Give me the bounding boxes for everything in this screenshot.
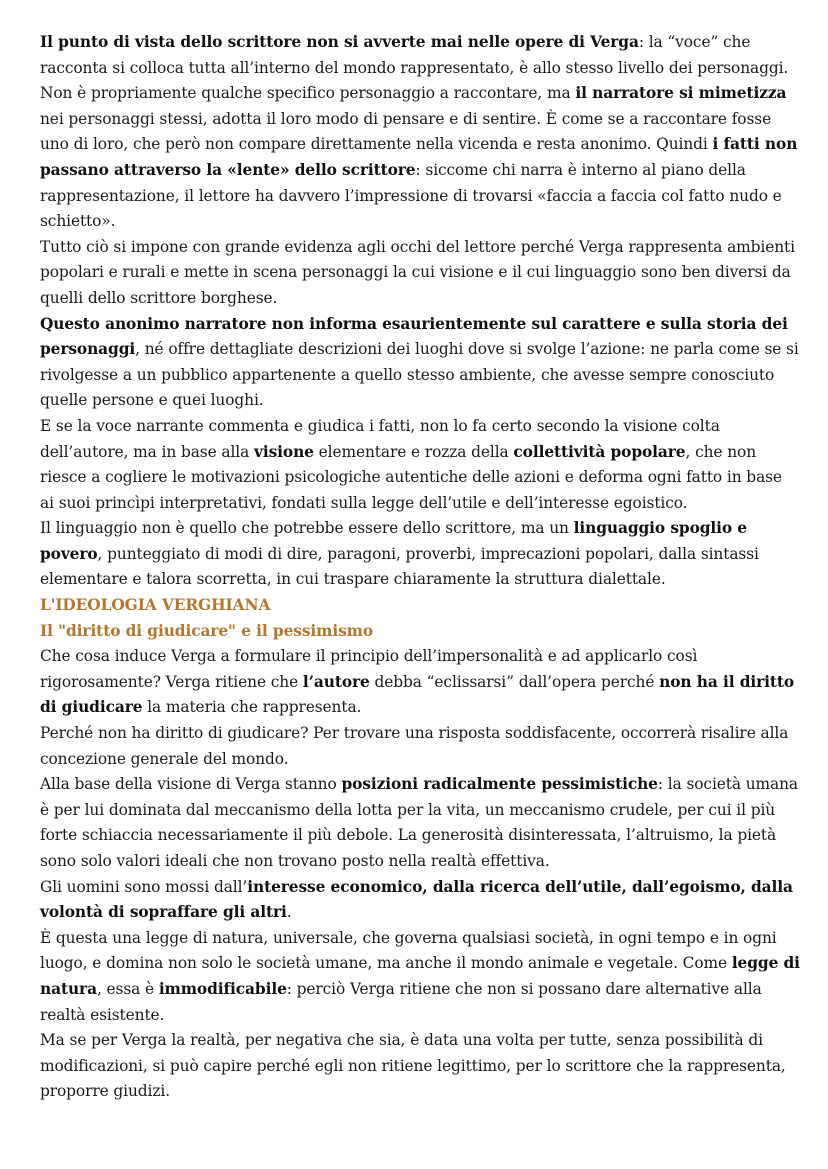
text-run: : la società umana è per lui dominata dal meccanismo della lotta per la vita, un meccanismo crudele, per cui il più forte schiaccia necessariamente il più debole. La generosità disinteressata, l’altruismo, la pietà sono solo valori ideali che non trovano posto nella realtà effettiva.: [40, 775, 798, 870]
text-run: Alla base della visione di Verga stanno: [40, 775, 342, 794]
text-run: : la “voce” che racconta si colloca tutta all’interno del mondo rappresentato, è allo stesso livello dei personaggi. Non è propriamente qualche specifico personaggio a raccontare, ma: [40, 33, 789, 103]
bold-text: linguaggio spoglio e povero: [40, 519, 748, 563]
bold-text: l’autore: [302, 672, 370, 691]
paragraph: [40, 926, 800, 1028]
bold-text: il narratore si mimetizza: [575, 84, 787, 103]
bold-text: Il punto di vista dello scrittore non si avverte mai nelle opere di Verga: [40, 33, 639, 51]
bold-text: Questo anonimo narratore non informa esaurientemente sul carattere e sulla storia dei personaggi: [40, 314, 788, 359]
bold-text: interesse economico, dalla ricerca dell’utile, dall’egoismo, dalla volontà di sopraffare gli altri: [40, 877, 793, 922]
intro-section: [40, 30, 800, 593]
paragraph: [40, 235, 800, 312]
document-page: [40, 30, 800, 1105]
paragraph: [40, 1028, 800, 1105]
text-run: la materia che rappresenta.: [142, 698, 362, 717]
bold-text: immodificabile: [158, 979, 287, 998]
bold-text: visione: [254, 442, 314, 461]
paragraph: [40, 644, 800, 721]
bold-text: legge di natura: [40, 954, 800, 998]
text-run: elementare e rozza della: [313, 442, 514, 461]
section-title: L'IDEOLOGIA VERGHIANA: [40, 596, 271, 615]
text-run: E se la voce narrante commenta e giudica i fatti, non lo fa certo secondo la visione colta dell’autore, ma in base alla: [40, 416, 720, 461]
bold-text: posizioni radicalmente pessimistiche: [341, 775, 658, 794]
text-run: È questa una legge di natura, universale, che governa qualsiasi società, in ogni tempo e in ogni luogo, e domina non solo le società umane, ma anche il mondo animale e vegetale. Come: [40, 928, 777, 973]
text-run: : perciò Verga ritiene che non si possano dare alternative alla realtà esistente.: [40, 979, 762, 1024]
text-run: nei personaggi stessi, adotta il loro modo di pensare e di sentire. È come se a raccontare fosse uno di loro, che però non compare direttamente nella vicenda e resta anonimo. Quindi: [40, 109, 772, 154]
paragraph: [40, 414, 800, 516]
text-run: , che non riesce a cogliere le motivazioni psicologiche autentiche delle azioni e deforma ogni fatto in base ai suoi princìpi interpretativi, fondati sulla legge dell’utile e dell’interesse egoistico.: [40, 442, 782, 512]
text-run: Perché non ha diritto di giudicare? Per trovare una risposta soddisfacente, occorrerà risalire alla concezione generale del mondo.: [40, 724, 789, 768]
text-run: Ma se per Verga la realtà, per negativa che sia, è data una volta per tutte, senza possibilità di modificazioni, si può capire perché egli non ritiene legittimo, per lo scrittore che la rappresenta, proporre giudizi.: [40, 1031, 786, 1101]
text-run: debba “eclissarsi” dall’opera perché: [369, 672, 660, 691]
bold-text: non ha il diritto di giudicare: [40, 672, 795, 717]
bold-text: i fatti non passano attraverso la «lente» dello scrittore: [40, 135, 798, 179]
paragraph: [40, 516, 800, 593]
text-run: : siccome chi narra è interno al piano della rappresentazione, il lettore ha davvero l’impressione di trovarsi «faccia a faccia col fatto nudo e schietto».: [40, 160, 782, 231]
text-run: Il linguaggio non è quello che potrebbe essere dello scrittore, ma un: [40, 519, 574, 538]
text-run: Gli uomini sono mossi dall’: [40, 877, 248, 896]
text-run: Tutto ciò si impone con grande evidenza agli occhi del lettore perché Verga rappresenta ambienti popolari e rurali e mette in scena personaggi la cui visione e il cui linguaggio sono ben diversi da quelli dello scrittore borghese.: [40, 237, 795, 307]
text-run: , né offre dettagliate descrizioni dei luoghi dove si svolge l’azione: ne parla come se si rivolgesse a un pubblico appartenente a quello stesso ambiente, che avesse sempre conosciuto quelle persone e quei luoghi.: [40, 340, 799, 410]
bold-text: collettività popolare: [513, 442, 686, 461]
text-run: Che cosa induce Verga a formulare il principio dell’impersonalità e ad applicarlo così rigorosamente? Verga ritiene che: [40, 647, 698, 691]
text-run: , punteggiato di modi di dire, paragoni, proverbi, imprecazioni popolari, dalla sintassi elementare e talora scorretta, in cui traspare chiaramente la struttura dialettale.: [40, 544, 759, 589]
paragraph: [40, 721, 800, 772]
subsection-title: Il "diritto di giudicare" e il pessimismo: [40, 621, 373, 640]
paragraph: [40, 772, 800, 874]
ideology-section: [40, 644, 800, 1105]
paragraph: [40, 30, 800, 235]
paragraph: [40, 312, 800, 414]
text-run: .: [286, 903, 292, 922]
text-run: , essa è: [96, 979, 159, 998]
paragraph: [40, 875, 800, 926]
